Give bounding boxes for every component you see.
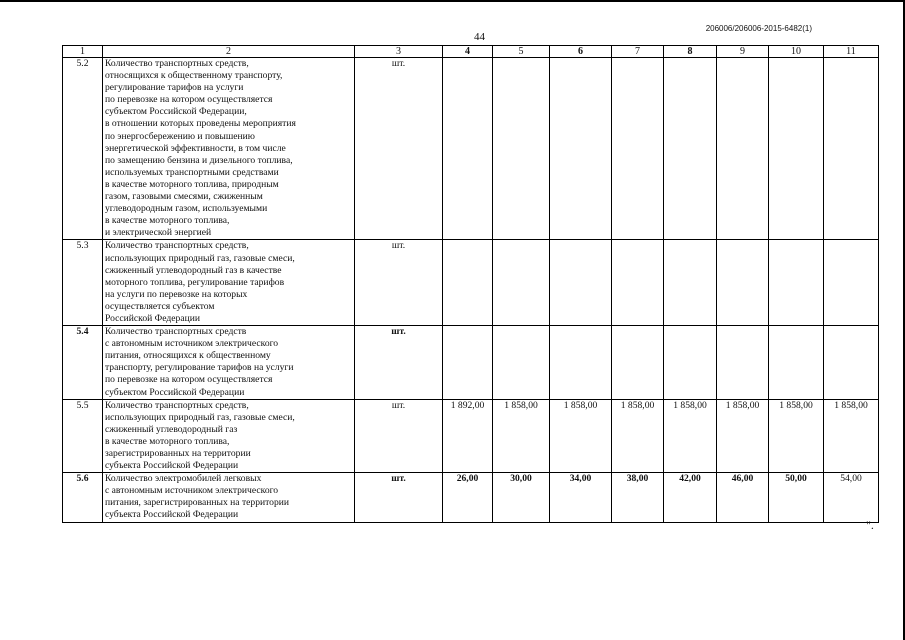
row-number: 5.6	[63, 473, 103, 522]
value-cell: 1 858,00	[550, 399, 612, 473]
description-line: использующих природный газ, газовые смеси,	[105, 411, 295, 423]
column-header: 8	[664, 46, 717, 58]
row-number: 5.5	[63, 399, 103, 473]
page-number: 44	[474, 31, 485, 43]
value-cell: 26,00	[443, 473, 493, 522]
column-header: 4	[443, 46, 493, 58]
table-row	[63, 58, 879, 240]
description-line: по замещению бензина и дизельного топлива,	[105, 154, 293, 166]
value-cell: 46,00	[717, 473, 769, 522]
description-line: с автономным источником электрического	[105, 338, 279, 350]
column-header: 9	[717, 46, 769, 58]
closing-quote-mark: ".	[866, 518, 874, 532]
unit-cell: шт.	[355, 240, 443, 326]
description-line: питания, зарегистрированных на территории	[105, 497, 290, 509]
description-line: по энергосбережению и повышению	[105, 130, 255, 142]
value-cell	[612, 58, 664, 240]
table-row	[63, 399, 879, 473]
value-cell	[612, 326, 664, 400]
value-cell	[824, 58, 879, 240]
description-line: Количество транспортных средств,	[105, 58, 249, 69]
description-line: в качестве моторного топлива,	[105, 215, 230, 227]
column-header: 1	[63, 46, 103, 58]
column-header: 6	[550, 46, 612, 58]
description-line: в качестве моторного топлива,	[105, 435, 230, 447]
value-cell: 42,00	[664, 473, 717, 522]
description-line: питания, относящихся к общественному	[105, 350, 271, 362]
description-line: регулирование тарифов на услуги	[105, 82, 244, 94]
description-line: на услуги по перевозке на которых	[105, 288, 248, 300]
column-header: 2	[103, 46, 355, 58]
value-cell	[824, 326, 879, 400]
description-line: Количество транспортных средств	[105, 326, 247, 338]
row-number: 5.3	[63, 240, 103, 326]
description-line: по перевозке на котором осуществляется	[105, 374, 273, 386]
table-row	[63, 473, 879, 522]
description-line: Количество транспортных средств,	[105, 399, 249, 411]
value-cell	[664, 58, 717, 240]
description-line: зарегистрированных на территории	[105, 448, 251, 459]
value-cell	[443, 240, 493, 326]
value-cell: 1 858,00	[664, 399, 717, 473]
description-line: по перевозке на котором осуществляется	[105, 94, 273, 106]
description-line: и электрической энергией	[105, 227, 212, 239]
description-line: используемых транспортными средствами	[105, 166, 279, 178]
column-header: 11	[824, 46, 879, 58]
value-cell: 1 858,00	[824, 399, 879, 473]
data-table	[62, 45, 879, 523]
value-cell: 34,00	[550, 473, 612, 522]
value-cell	[769, 326, 824, 400]
value-cell: 54,00	[824, 473, 879, 522]
value-cell	[550, 58, 612, 240]
value-cell	[664, 326, 717, 400]
column-number-row	[63, 46, 879, 58]
description-line: сжиженный углеводородный газ в качестве	[105, 264, 282, 276]
value-cell	[443, 326, 493, 400]
value-cell: 1 858,00	[717, 399, 769, 473]
column-header: 10	[769, 46, 824, 58]
column-header: 3	[355, 46, 443, 58]
value-cell	[493, 326, 550, 400]
value-cell	[550, 326, 612, 400]
row-number: 5.2	[63, 58, 103, 240]
value-cell: 50,00	[769, 473, 824, 522]
value-cell: 30,00	[493, 473, 550, 522]
unit-cell: шт.	[355, 58, 443, 240]
value-cell: 1 858,00	[493, 399, 550, 473]
value-cell	[717, 58, 769, 240]
row-description	[103, 240, 355, 326]
row-description	[103, 326, 355, 400]
description-line: субъекта Российской Федерации	[105, 509, 239, 521]
unit-cell: шт.	[355, 326, 443, 400]
value-cell: 1 858,00	[612, 399, 664, 473]
table-row	[63, 240, 879, 326]
row-description	[103, 473, 355, 522]
value-cell: 1 858,00	[769, 399, 824, 473]
value-cell	[717, 326, 769, 400]
description-line: газом, газовыми смесями, сжиженным	[105, 191, 263, 203]
value-cell: 1 892,00	[443, 399, 493, 473]
description-line: в отношении которых проведены мероприятия	[105, 118, 296, 130]
value-cell	[824, 240, 879, 326]
description-line: транспорту, регулирование тарифов на услуги	[105, 362, 294, 374]
description-line: относящихся к общественному транспорту,	[105, 70, 283, 82]
value-cell	[769, 58, 824, 240]
description-line: субъекта Российской Федерации	[105, 460, 239, 472]
description-line: Количество электромобилей легковых	[105, 473, 262, 485]
table-row	[63, 326, 879, 400]
column-header: 7	[612, 46, 664, 58]
value-cell	[717, 240, 769, 326]
row-description	[103, 58, 355, 240]
value-cell	[769, 240, 824, 326]
document-id: 206006/206006-2015-6482(1)	[705, 24, 812, 33]
description-line: энергетической эффективности, в том числе	[105, 142, 286, 154]
description-line: Российской Федерации	[105, 312, 200, 324]
unit-cell: шт.	[355, 399, 443, 473]
row-description	[103, 399, 355, 473]
unit-cell: шт.	[355, 473, 443, 522]
description-line: осуществляется субъектом	[105, 300, 215, 312]
scan-border-top	[0, 0, 905, 2]
description-line: Количество транспортных средств,	[105, 240, 249, 252]
value-cell	[612, 240, 664, 326]
description-line: субъектом Российской Федерации,	[105, 106, 247, 118]
value-cell	[550, 240, 612, 326]
description-line: моторного топлива, регулирование тарифов	[105, 276, 285, 288]
value-cell	[443, 58, 493, 240]
description-line: субъектом Российской Федерации	[105, 386, 245, 398]
row-number: 5.4	[63, 326, 103, 400]
description-line: сжиженный углеводородный газ	[105, 423, 238, 435]
column-header: 5	[493, 46, 550, 58]
description-line: с автономным источником электрического	[105, 485, 279, 497]
value-cell	[664, 240, 717, 326]
description-line: углеводородным газом, используемыми	[105, 203, 268, 215]
description-line: в качестве моторного топлива, природным	[105, 178, 279, 190]
description-line: использующих природный газ, газовые смеси,	[105, 252, 295, 264]
value-cell	[493, 240, 550, 326]
value-cell	[493, 58, 550, 240]
value-cell: 38,00	[612, 473, 664, 522]
